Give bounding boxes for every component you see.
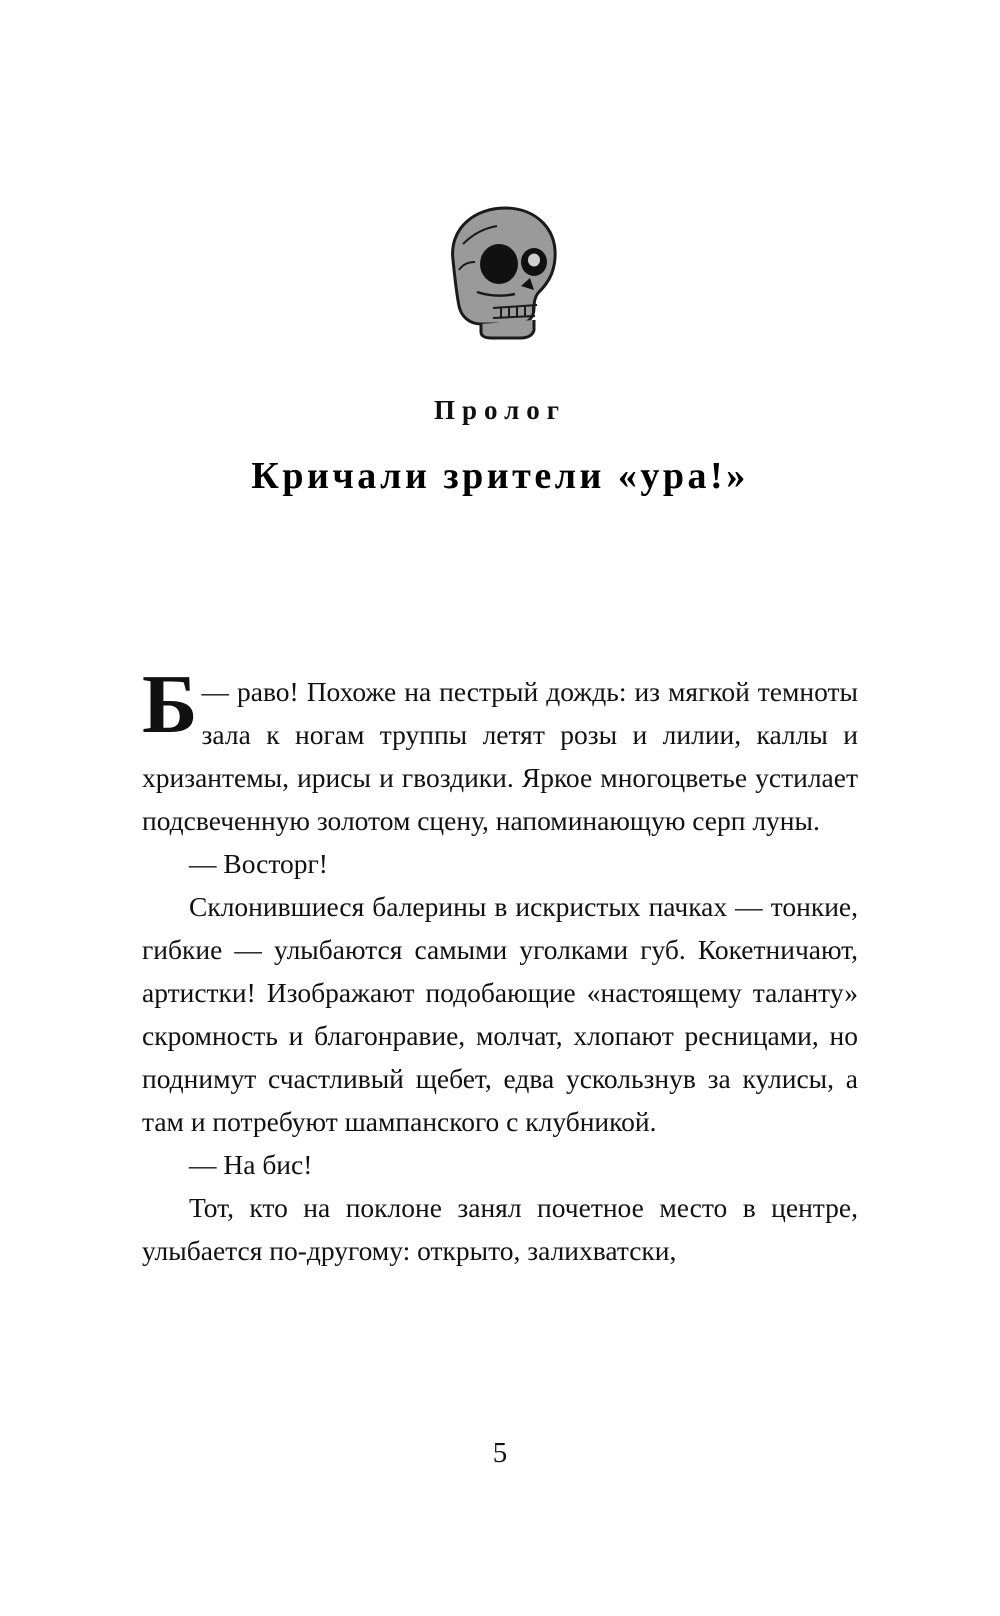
- skull-icon: [435, 200, 565, 340]
- paragraph: Тот, кто на поклоне занял почетное место в центре, улыбается по-другому: открыто, залихватски,: [142, 1192, 858, 1266]
- page-number: 5: [492, 1437, 508, 1469]
- paragraph: — Восторг!: [189, 848, 328, 879]
- paragraph: — На бис!: [189, 1149, 313, 1180]
- paragraph-text: раво! Похоже на пестрый дождь: из мягкой темноты зала к ногам труппы летят розы и лилии, каллы и хризантемы, ирисы и гвоздики. Яркое многоцветье устилает подсвеченную золотом сцену, напоминающую серп луны.: [142, 676, 859, 836]
- drop-cap: Б: [142, 658, 198, 751]
- em-dash: —: [201, 676, 238, 707]
- chapter-label: Пролог: [433, 395, 567, 425]
- ornament: [0, 0, 1000, 340]
- paragraph: [142, 658, 859, 842]
- body-text: [142, 658, 859, 1272]
- paragraph: Склонившиеся балерины в искристых пачках — тонкие, гибкие — улыбаются самыми уголками губ. Кокетничают, артистки! Изображают подобающие «настоящему таланту» скромность и благонравие, молчат, хлопают ресницами, но поднимут счастливый щебет, едва ускользнув за кулисы, а там и потребуют шампанского с клубникой.: [142, 891, 858, 1137]
- chapter-title: Кричали зрители «ура!»: [251, 455, 749, 497]
